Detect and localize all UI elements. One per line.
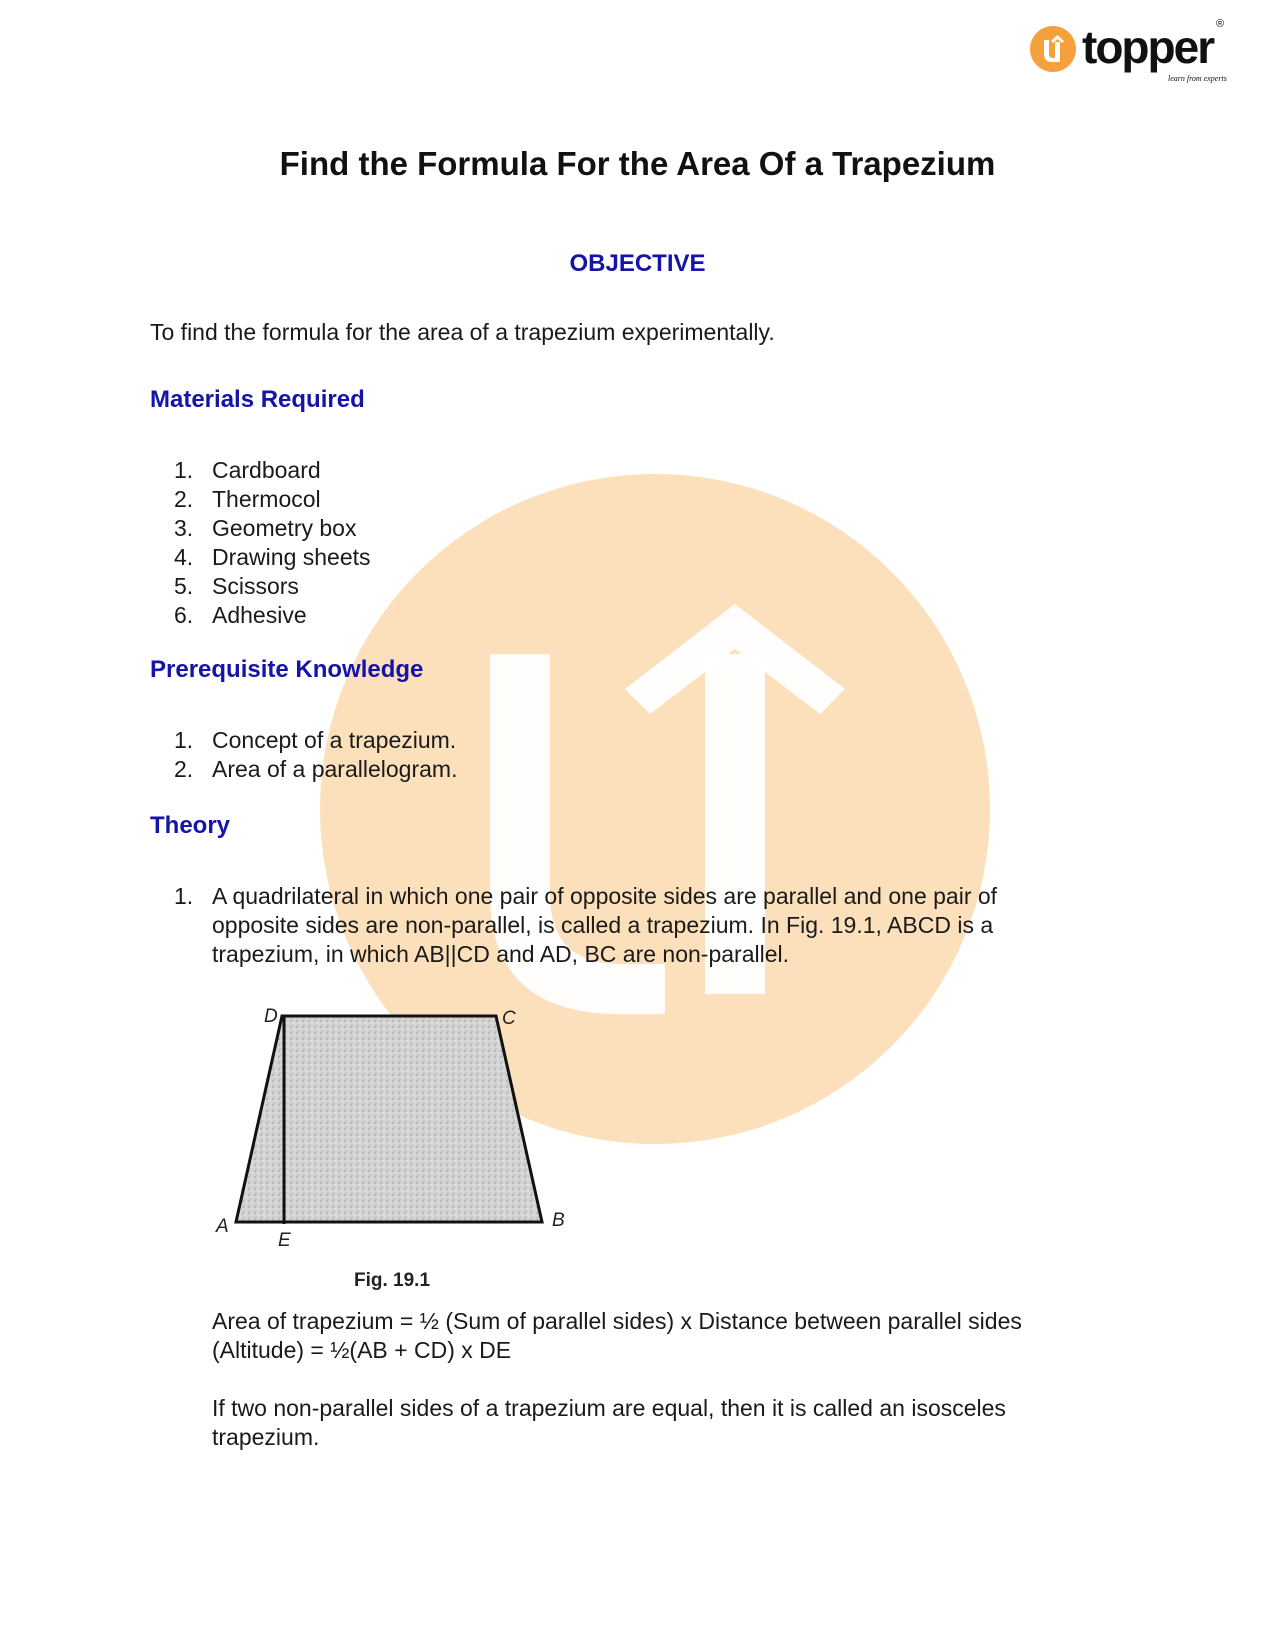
vertex-label-d: D <box>264 1006 278 1027</box>
vertex-label-b: B <box>552 1210 565 1231</box>
topper-badge-icon <box>1030 26 1076 72</box>
prerequisite-list <box>174 726 457 784</box>
list-item: 2. Area of a parallelogram. <box>174 756 458 782</box>
trapezium-figure <box>212 1002 592 1262</box>
objective-text: To find the formula for the area of a trapezium experimentally. <box>150 319 775 345</box>
page-title: Find the Formula For the Area Of a Trapezium <box>279 145 996 182</box>
list-item: 1. A quadrilateral in which one pair of opposite sides are parallel and one pair of opposite sides are non-parallel, is called a trapezium. In Fig. 19.1, ABCD is a trapezium, in which AB||CD and AD, BC are non-parallel. <box>174 883 998 967</box>
materials-list <box>174 456 371 630</box>
formula-line-2: (Altitude) = ½(AB + CD) x DE <box>212 1337 512 1363</box>
trapezium-shape <box>236 1016 542 1222</box>
list-item: 3. Geometry box <box>174 515 357 541</box>
vertex-label-e: E <box>278 1230 291 1251</box>
list-item: 4. Drawing sheets <box>174 544 371 570</box>
logo-wordmark: topper <box>1082 21 1214 73</box>
vertex-label-a: A <box>216 1216 229 1237</box>
theory-heading: Theory <box>150 812 231 839</box>
list-item: 5. Scissors <box>174 573 299 599</box>
list-item: 2. Thermocol <box>174 486 321 512</box>
objective-heading: OBJECTIVE <box>569 250 706 277</box>
isosceles-line-1: If two non-parallel sides of a trapezium are equal, then it is called an isosceles <box>212 1395 1006 1421</box>
isosceles-line-2: trapezium. <box>212 1424 320 1450</box>
formula-line-1: Area of trapezium = ½ (Sum of parallel sides) x Distance between parallel sides <box>212 1308 1022 1334</box>
topper-logo[interactable] <box>1030 16 1230 86</box>
vertex-label-c: C <box>502 1008 516 1029</box>
figure-caption: Fig. 19.1 <box>354 1270 431 1291</box>
materials-heading: Materials Required <box>150 386 365 413</box>
list-item: 6. Adhesive <box>174 602 307 628</box>
logo-tagline: learn from experts <box>1168 74 1227 83</box>
logo-registered-mark: ® <box>1216 18 1225 30</box>
theory-list <box>174 882 1074 969</box>
prerequisite-heading: Prerequisite Knowledge <box>150 656 424 683</box>
list-item: 1. Cardboard <box>174 457 321 483</box>
list-item: 1. Concept of a trapezium. <box>174 727 457 753</box>
